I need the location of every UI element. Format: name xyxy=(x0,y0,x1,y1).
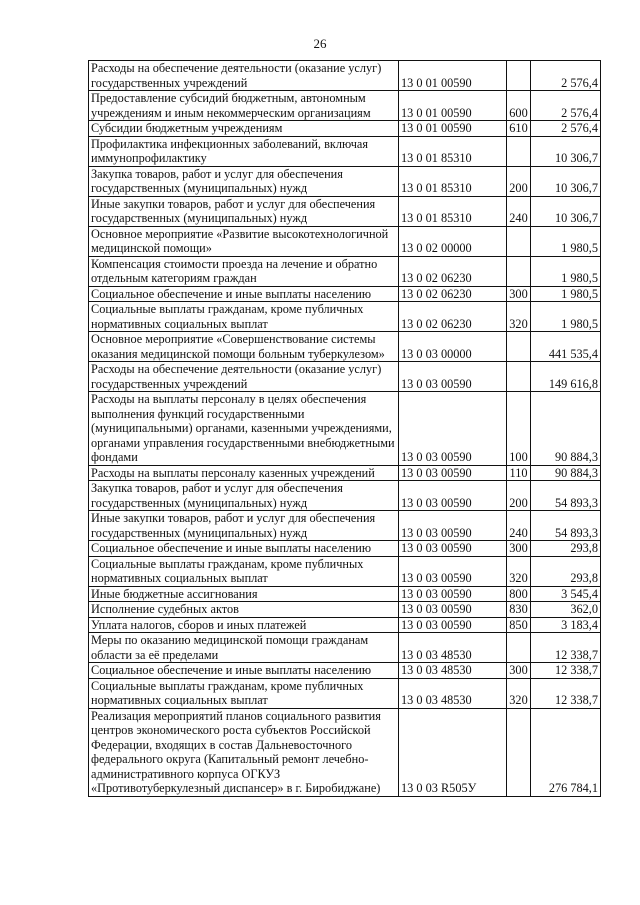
table-row xyxy=(89,602,601,618)
row-expense-type: 320 xyxy=(507,302,531,332)
row-expense-type: 240 xyxy=(507,196,531,226)
row-expense-type: 300 xyxy=(507,541,531,557)
row-expense-type xyxy=(507,136,531,166)
table-row xyxy=(89,633,601,663)
row-amount: 362,0 xyxy=(531,602,601,618)
table-row xyxy=(89,302,601,332)
row-amount: 10 306,7 xyxy=(531,136,601,166)
table-row xyxy=(89,196,601,226)
row-description: Социальные выплаты гражданам, кроме публичных нормативных социальных выплат xyxy=(89,302,399,332)
row-target-code: 13 0 03 00590 xyxy=(399,586,507,602)
row-description: Иные закупки товаров, работ и услуг для обеспечения государственных (муниципальных) нужд xyxy=(89,511,399,541)
row-description: Расходы на обеспечение деятельности (оказание услуг) государственных учреждений xyxy=(89,61,399,91)
row-expense-type: 200 xyxy=(507,481,531,511)
row-target-code: 13 0 03 00590 xyxy=(399,617,507,633)
budget-table-body xyxy=(89,61,601,797)
row-target-code: 13 0 01 85310 xyxy=(399,136,507,166)
table-row xyxy=(89,226,601,256)
row-expense-type xyxy=(507,332,531,362)
row-amount: 149 616,8 xyxy=(531,362,601,392)
row-target-code: 13 0 03 00590 xyxy=(399,541,507,557)
row-description: Компенсация стоимости проезда на лечение и обратно отдельным категориям граждан xyxy=(89,256,399,286)
row-amount: 1 980,5 xyxy=(531,226,601,256)
row-description: Профилактика инфекционных заболеваний, включая иммунопрофилактику xyxy=(89,136,399,166)
row-amount: 1 980,5 xyxy=(531,302,601,332)
row-target-code: 13 0 02 06230 xyxy=(399,286,507,302)
row-expense-type: 800 xyxy=(507,586,531,602)
row-amount: 441 535,4 xyxy=(531,332,601,362)
row-expense-type xyxy=(507,61,531,91)
row-amount: 10 306,7 xyxy=(531,196,601,226)
table-row xyxy=(89,511,601,541)
row-amount: 293,8 xyxy=(531,541,601,557)
row-description: Социальное обеспечение и иные выплаты населению xyxy=(89,541,399,557)
row-target-code: 13 0 03 00000 xyxy=(399,332,507,362)
row-expense-type: 300 xyxy=(507,663,531,679)
row-amount: 2 576,4 xyxy=(531,121,601,137)
row-description: Основное мероприятие «Совершенствование системы оказания медицинской помощи больным туберкулезом» xyxy=(89,332,399,362)
row-expense-type xyxy=(507,633,531,663)
row-target-code: 13 0 03 48530 xyxy=(399,633,507,663)
row-expense-type: 300 xyxy=(507,286,531,302)
table-row xyxy=(89,586,601,602)
row-amount: 1 980,5 xyxy=(531,286,601,302)
row-expense-type: 100 xyxy=(507,392,531,466)
table-row xyxy=(89,465,601,481)
row-amount: 12 338,7 xyxy=(531,633,601,663)
table-row xyxy=(89,362,601,392)
page-number: 26 xyxy=(313,36,327,51)
table-row xyxy=(89,61,601,91)
row-amount: 90 884,3 xyxy=(531,392,601,466)
row-target-code: 13 0 03 00590 xyxy=(399,465,507,481)
row-amount: 54 893,3 xyxy=(531,481,601,511)
table-row xyxy=(89,541,601,557)
row-expense-type: 110 xyxy=(507,465,531,481)
row-target-code: 13 0 02 06230 xyxy=(399,302,507,332)
row-expense-type xyxy=(507,362,531,392)
table-row xyxy=(89,91,601,121)
row-description: Реализация мероприятий планов социального развития центров экономического роста субъектов Российской Федерации, входящих в состав Дальневосточного федерального округа (Капитальный ремонт лечебно-административного корпуса ОГКУЗ «Противотуберкулезный диспансер» в г. Биробиджане) xyxy=(89,708,399,796)
row-target-code: 13 0 03 00590 xyxy=(399,511,507,541)
row-description: Социальное обеспечение и иные выплаты населению xyxy=(89,286,399,302)
row-description: Меры по оказанию медицинской помощи гражданам области за её пределами xyxy=(89,633,399,663)
table-row xyxy=(89,708,601,796)
row-amount: 1 980,5 xyxy=(531,256,601,286)
row-description: Исполнение судебных актов xyxy=(89,602,399,618)
row-target-code: 13 0 03 00590 xyxy=(399,392,507,466)
row-expense-type: 610 xyxy=(507,121,531,137)
row-expense-type: 320 xyxy=(507,678,531,708)
row-amount: 276 784,1 xyxy=(531,708,601,796)
table-row xyxy=(89,256,601,286)
row-description: Расходы на обеспечение деятельности (оказание услуг) государственных учреждений xyxy=(89,362,399,392)
table-row xyxy=(89,286,601,302)
row-target-code: 13 0 03 00590 xyxy=(399,556,507,586)
row-amount: 3 183,4 xyxy=(531,617,601,633)
table-row xyxy=(89,166,601,196)
row-description: Уплата налогов, сборов и иных платежей xyxy=(89,617,399,633)
row-description: Социальное обеспечение и иные выплаты населению xyxy=(89,663,399,679)
row-amount: 2 576,4 xyxy=(531,61,601,91)
row-target-code: 13 0 01 00590 xyxy=(399,91,507,121)
row-expense-type xyxy=(507,226,531,256)
row-description: Закупка товаров, работ и услуг для обеспечения государственных (муниципальных) нужд xyxy=(89,481,399,511)
row-description: Предоставление субсидий бюджетным, автономным учреждениям и иным некоммерческим организациям xyxy=(89,91,399,121)
budget-table xyxy=(88,60,601,797)
row-target-code: 13 0 03 00590 xyxy=(399,602,507,618)
row-target-code: 13 0 03 48530 xyxy=(399,678,507,708)
row-target-code: 13 0 01 85310 xyxy=(399,196,507,226)
row-description: Социальные выплаты гражданам, кроме публичных нормативных социальных выплат xyxy=(89,678,399,708)
row-expense-type: 320 xyxy=(507,556,531,586)
row-expense-type xyxy=(507,708,531,796)
row-description: Социальные выплаты гражданам, кроме публичных нормативных социальных выплат xyxy=(89,556,399,586)
table-row xyxy=(89,481,601,511)
row-target-code: 13 0 01 85310 xyxy=(399,166,507,196)
row-amount: 90 884,3 xyxy=(531,465,601,481)
row-target-code: 13 0 03 48530 xyxy=(399,663,507,679)
row-expense-type: 600 xyxy=(507,91,531,121)
row-expense-type: 200 xyxy=(507,166,531,196)
row-expense-type: 850 xyxy=(507,617,531,633)
table-row xyxy=(89,617,601,633)
row-target-code: 13 0 01 00590 xyxy=(399,61,507,91)
row-amount: 54 893,3 xyxy=(531,511,601,541)
row-description: Расходы на выплаты персоналу казенных учреждений xyxy=(89,465,399,481)
row-description: Основное мероприятие «Развитие высокотехнологичной медицинской помощи» xyxy=(89,226,399,256)
table-row xyxy=(89,121,601,137)
row-expense-type: 830 xyxy=(507,602,531,618)
row-target-code: 13 0 01 00590 xyxy=(399,121,507,137)
row-description: Иные закупки товаров, работ и услуг для обеспечения государственных (муниципальных) нужд xyxy=(89,196,399,226)
row-target-code: 13 0 03 R505У xyxy=(399,708,507,796)
table-row xyxy=(89,392,601,466)
row-amount: 12 338,7 xyxy=(531,678,601,708)
row-description: Расходы на выплаты персоналу в целях обеспечения выполнения функций государственными (муниципальными) органами, казенными учреждениями, органами управления государственными внебюджетными фондами xyxy=(89,392,399,466)
row-amount: 10 306,7 xyxy=(531,166,601,196)
row-description: Субсидии бюджетным учреждениям xyxy=(89,121,399,137)
row-amount: 2 576,4 xyxy=(531,91,601,121)
table-row xyxy=(89,556,601,586)
table-row xyxy=(89,332,601,362)
row-description: Иные бюджетные ассигнования xyxy=(89,586,399,602)
row-target-code: 13 0 02 06230 xyxy=(399,256,507,286)
table-row xyxy=(89,678,601,708)
row-description: Закупка товаров, работ и услуг для обеспечения государственных (муниципальных) нужд xyxy=(89,166,399,196)
table-row xyxy=(89,136,601,166)
row-amount: 12 338,7 xyxy=(531,663,601,679)
table-row xyxy=(89,663,601,679)
row-expense-type xyxy=(507,256,531,286)
row-target-code: 13 0 03 00590 xyxy=(399,481,507,511)
row-target-code: 13 0 02 00000 xyxy=(399,226,507,256)
row-amount: 3 545,4 xyxy=(531,586,601,602)
row-amount: 293,8 xyxy=(531,556,601,586)
row-expense-type: 240 xyxy=(507,511,531,541)
row-target-code: 13 0 03 00590 xyxy=(399,362,507,392)
